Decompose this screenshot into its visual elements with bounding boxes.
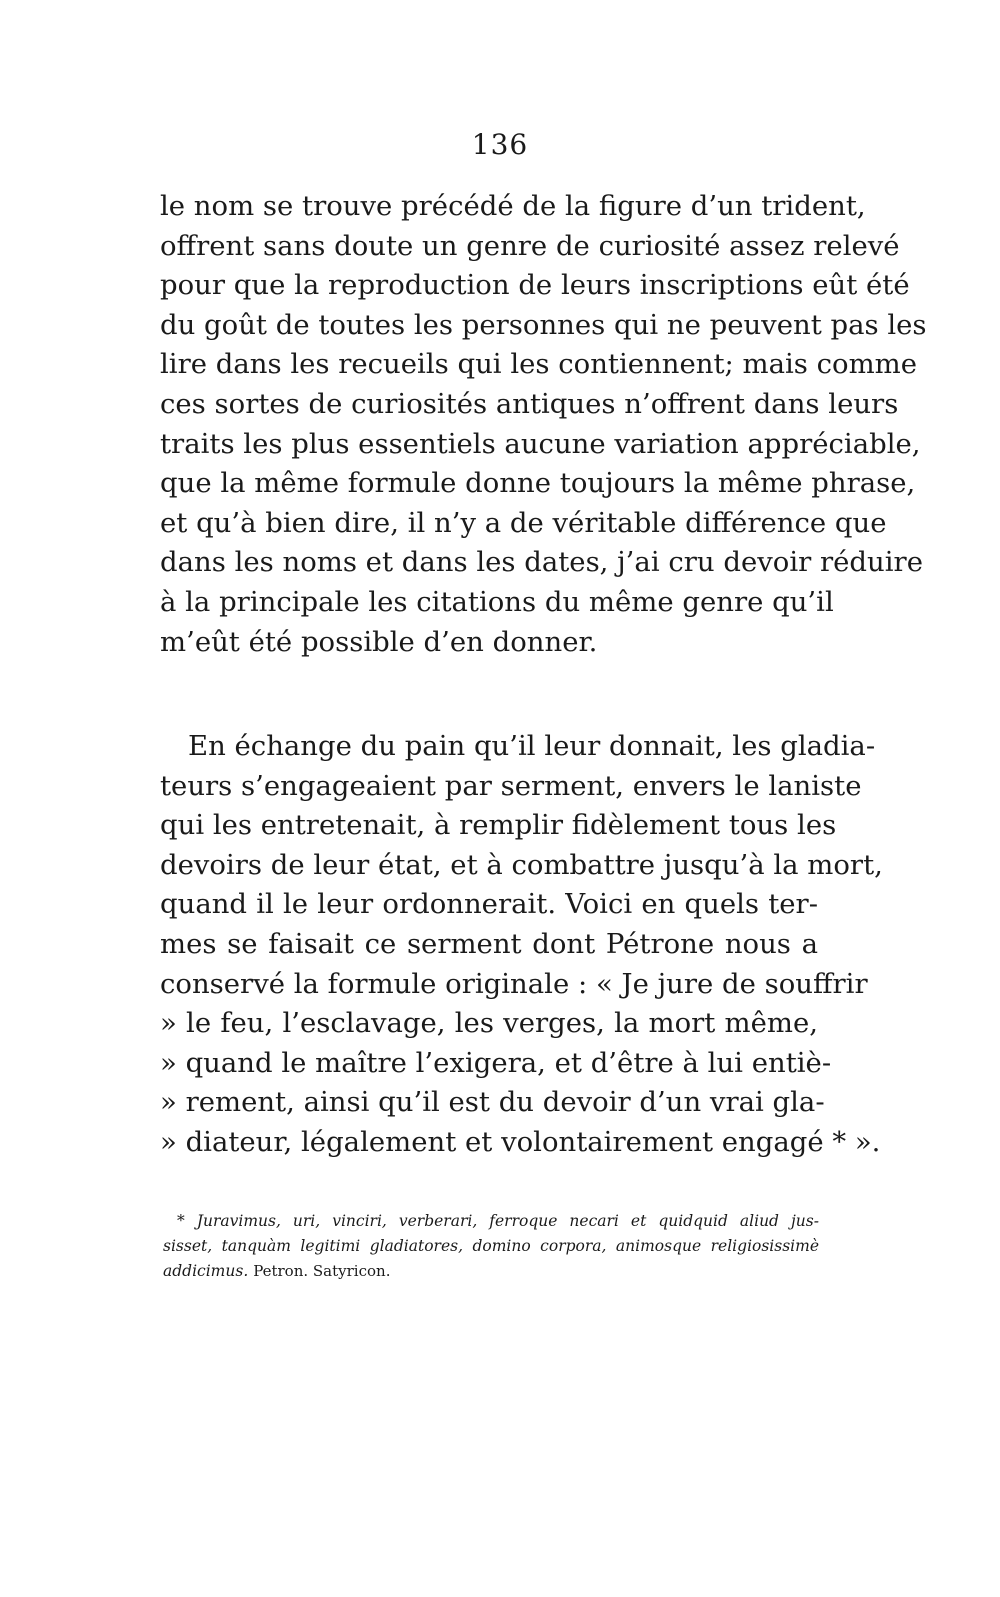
paragraph-1-line: ces sortes de curiosités antiques n’offrent dans leurs: [160, 387, 899, 420]
paragraph-2-line: teurs s’engageaient par serment, envers le laniste: [160, 769, 862, 802]
footnote-source: Petron. Satyricon.: [253, 1262, 391, 1280]
paragraph-2-line: conservé la formule originale : « Je jure de souffrir: [160, 967, 868, 1000]
paragraph-1-line: le nom se trouve précédé de la figure d’un trident,: [160, 190, 866, 222]
footnote-last-line: [163, 1259, 819, 1284]
paragraph-1: [160, 187, 927, 662]
paragraph-2-line: mes se faisait ce serment dont Pétrone nous a: [160, 927, 818, 960]
paragraph-1-line: m’eût été possible d’en donner.: [160, 625, 598, 658]
footnote-line: * Juravimus, uri, vinciri, verberari, ferroque necari et quidquid aliud jus-: [177, 1212, 819, 1230]
paragraph-1-line: lire dans les recueils qui les contiennent; mais comme: [160, 348, 918, 381]
paragraph-2-line: quand il le leur ordonnerait. Voici en quels ter-: [160, 888, 818, 921]
paragraph-1-line: pour que la reproduction de leurs inscriptions eût été: [160, 269, 910, 302]
paragraph-2-line: » diateur, légalement et volontairement engagé * ».: [160, 1125, 881, 1158]
paragraph-1-line: à la principale les citations du même genre qu’il: [160, 585, 834, 618]
paragraph-1-line: du goût de toutes les personnes qui ne peuvent pas les: [160, 308, 927, 341]
paragraph-2: [160, 727, 883, 1163]
paragraph-1-line: dans les noms et dans les dates, j’ai cru devoir réduire: [160, 546, 923, 579]
footnote: [163, 1209, 819, 1284]
paragraph-2-line: qui les entretenait, à remplir fidèlement tous les: [160, 809, 837, 842]
paragraph-2-line: » rement, ainsi qu’il est du devoir d’un vrai gla-: [160, 1086, 825, 1119]
page-number: 136: [471, 128, 529, 161]
paragraph-1-line: offrent sans doute un genre de curiosité assez relevé: [160, 229, 900, 262]
footnote-line: sisset, tanquàm legitimi gladiatores, domino corpora, animosque religiosissimè: [163, 1237, 819, 1255]
paragraph-1-line: que la même formule donne toujours la même phrase,: [160, 467, 916, 500]
paragraph-2-line: devoirs de leur état, et à combattre jusqu’à la mort,: [160, 848, 883, 881]
paragraph-2-line: » quand le maître l’exigera, et d’être à lui entiè-: [160, 1046, 832, 1079]
footnote-text: addicimus.: [163, 1262, 249, 1280]
paragraph-2-line: En échange du pain qu’il leur donnait, les gladia-: [188, 730, 876, 762]
paragraph-2-line: » le feu, l’esclavage, les verges, la mort même,: [160, 1007, 818, 1040]
paragraph-1-line: traits les plus essentiels aucune variation appréciable,: [160, 427, 921, 460]
paragraph-1-line: et qu’à bien dire, il n’y a de véritable différence que: [160, 506, 887, 539]
